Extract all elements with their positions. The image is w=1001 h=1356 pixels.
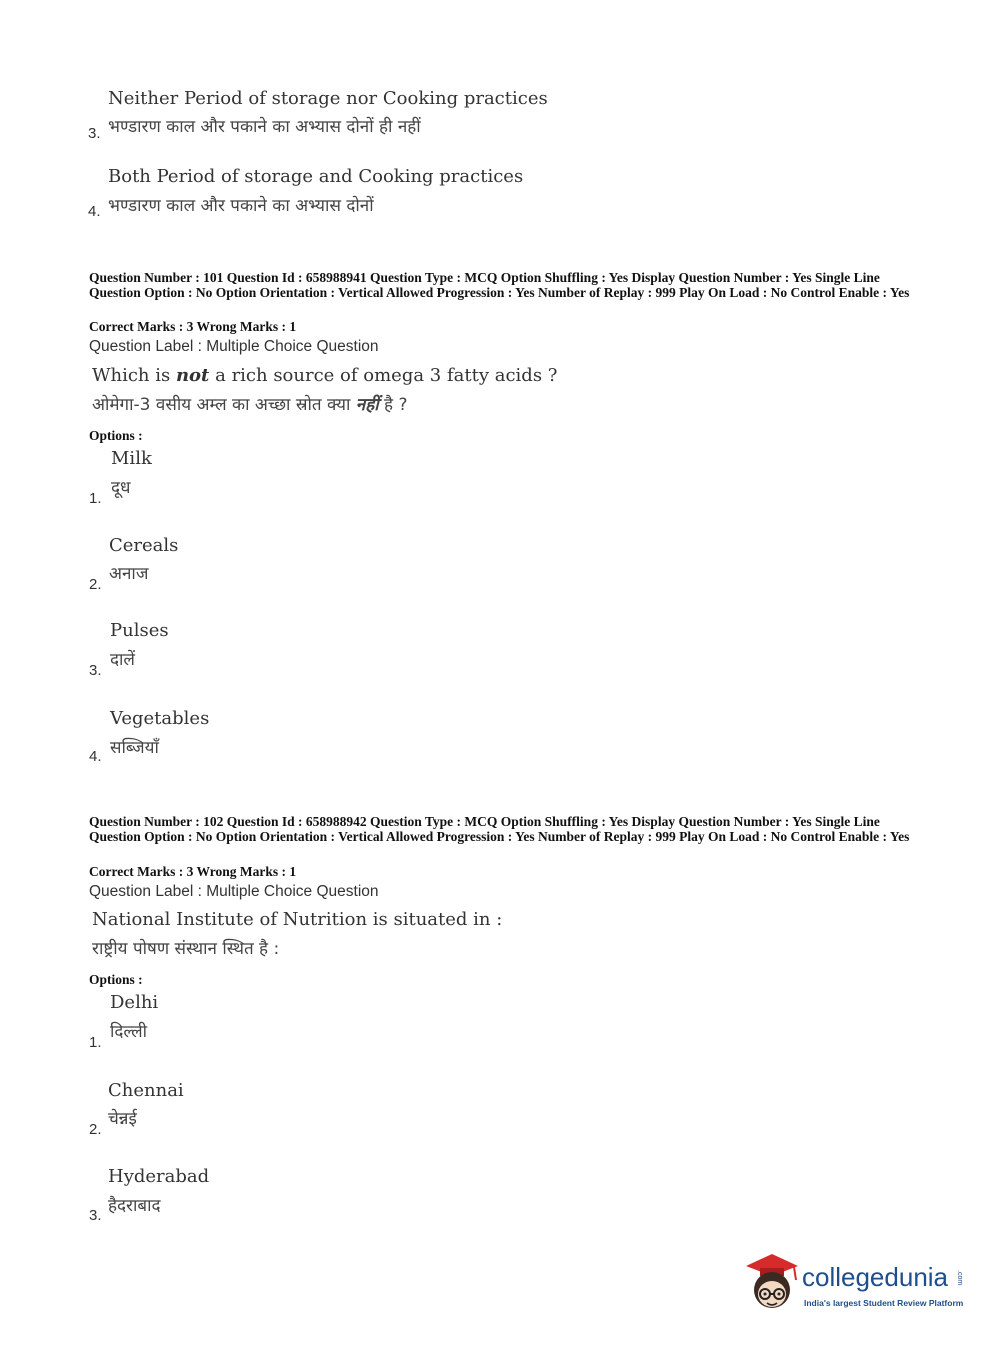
q102-options-heading: Options : xyxy=(89,972,143,987)
q102-option-2-hi: चेन्नई xyxy=(108,1109,137,1129)
q101-option-4-hi: सब्जियाँ xyxy=(110,738,159,758)
q101-option-2-number: 2. xyxy=(89,576,102,593)
q101-question-hi-pre: ओमेगा-3 वसीय अम्ल का अच्छा स्रोत क्या xyxy=(92,395,356,415)
prev-option-4-number: 4. xyxy=(88,203,101,220)
q101-option-2-hi: अनाज xyxy=(109,564,149,584)
q101-question-en xyxy=(92,365,557,386)
q101-option-4-en: Vegetables xyxy=(110,708,210,729)
q101-meta: Question Number : 101 Question Id : 658988941 Question Type : MCQ Option Shuffling : Yes Display Question Number : Yes Single Line Question Option : No Option Orientation : Vertical Allowed Progression : Yes Number of Replay : 999 Play On Load : No Control Enable : Yes xyxy=(89,270,910,300)
q101-option-3-hi: दालें xyxy=(110,650,135,670)
q102-marks: Correct Marks : 3 Wrong Marks : 1 xyxy=(89,864,297,879)
q101-label: Question Label : Multiple Choice Question xyxy=(89,338,379,355)
prev-option-3-number: 3. xyxy=(88,125,101,142)
q101-option-3-en: Pulses xyxy=(110,620,169,641)
q101-question-en-emphasis: not xyxy=(175,365,210,386)
logo-com: .com xyxy=(956,1270,963,1286)
q101-question-hi-emphasis: नहीं xyxy=(355,395,379,415)
q101-option-1-hi: दूध xyxy=(111,478,131,498)
q101-marks: Correct Marks : 3 Wrong Marks : 1 xyxy=(89,319,297,334)
logo-tagline: India's largest Student Review Platform xyxy=(804,1298,964,1308)
q101-question-hi xyxy=(92,392,408,415)
q102-label: Question Label : Multiple Choice Question xyxy=(89,883,379,900)
q102-option-2-en: Chennai xyxy=(108,1080,184,1101)
prev-option-3-hi: भण्डारण काल और पकाने का अभ्यास दोनों ही नहीं xyxy=(108,117,421,137)
q102-option-3-en: Hyderabad xyxy=(108,1166,210,1187)
q102-option-1-hi: दिल्ली xyxy=(110,1022,148,1042)
q101-question-en-post: a rich source of omega 3 fatty acids ? xyxy=(209,365,558,386)
prev-option-4-en: Both Period of storage and Cooking practices xyxy=(108,166,524,187)
q101-options-heading: Options : xyxy=(89,428,143,443)
q101-option-3-number: 3. xyxy=(89,662,102,679)
prev-option-4-hi: भण्डारण काल और पकाने का अभ्यास दोनों xyxy=(108,196,374,216)
collegedunia-logo[interactable] xyxy=(742,1250,972,1320)
logo-wordmark: collegedunia xyxy=(802,1262,949,1292)
q102-meta: Question Number : 102 Question Id : 658988942 Question Type : MCQ Option Shuffling : Yes Display Question Number : Yes Single Line Question Option : No Option Orientation : Vertical Allowed Progression : Yes Number of Replay : 999 Play On Load : No Control Enable : Yes xyxy=(89,814,910,844)
q102-option-2-number: 2. xyxy=(89,1121,102,1138)
q101-question-hi-post: है ? xyxy=(378,395,408,415)
q102-option-1-en: Delhi xyxy=(110,992,159,1013)
q102-question-en: National Institute of Nutrition is situated in : xyxy=(92,909,503,930)
q101-option-1-en: Milk xyxy=(111,448,152,469)
q102-option-3-number: 3. xyxy=(89,1207,102,1224)
q102-option-3-hi: हैदराबाद xyxy=(108,1196,161,1216)
q101-option-1-number: 1. xyxy=(89,490,102,507)
q101-option-4-number: 4. xyxy=(89,748,102,765)
mascot-icon xyxy=(742,1250,800,1314)
q101-option-2-en: Cereals xyxy=(109,535,179,556)
prev-option-3-en: Neither Period of storage nor Cooking practices xyxy=(108,88,548,109)
q101-question-en-pre: Which is xyxy=(92,365,176,386)
q102-option-1-number: 1. xyxy=(89,1034,102,1051)
q102-question-hi: राष्ट्रीय पोषण संस्थान स्थित है : xyxy=(92,939,280,959)
